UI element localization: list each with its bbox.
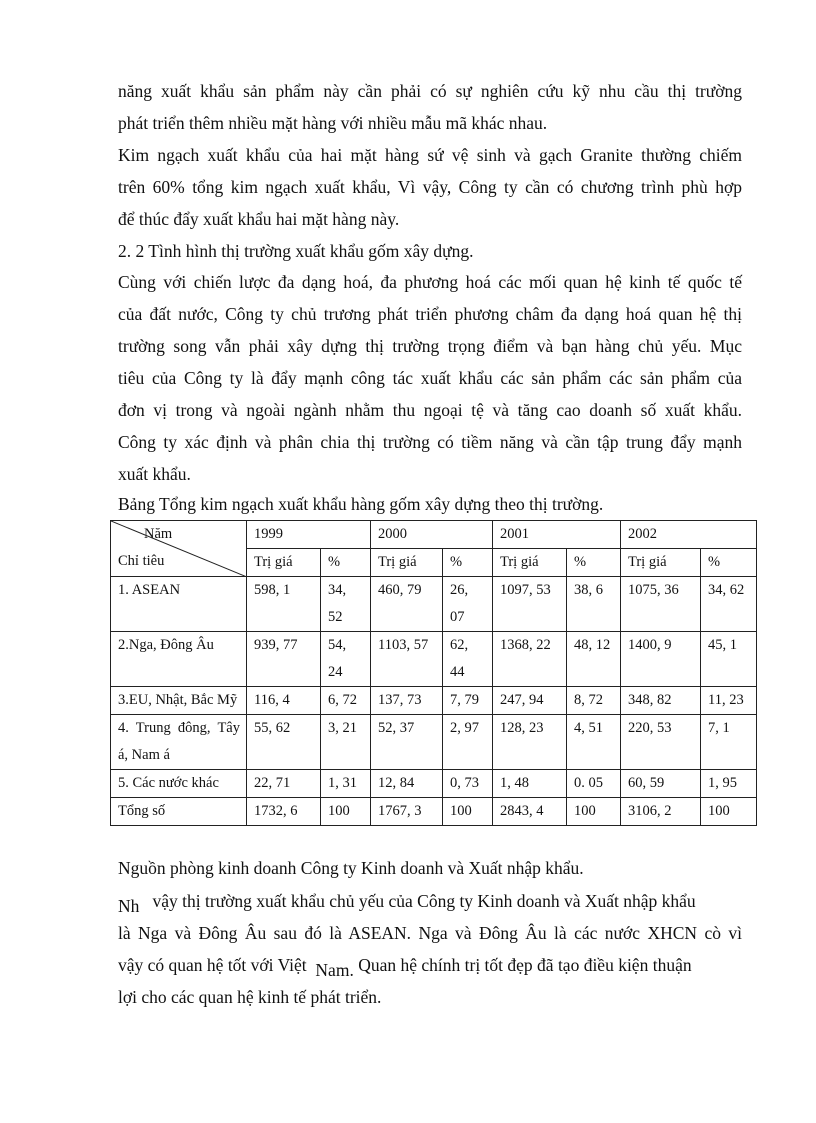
text-line [118, 891, 742, 916]
row-label: 4. Trung đông, Tây á, Nam á [111, 715, 247, 770]
pct-cell: 3, 21 [321, 715, 371, 770]
text-line: để thúc đẩy xuất khẩu hai mặt hàng này. [118, 209, 400, 229]
pct-cell: 11, 23 [701, 687, 757, 715]
pct-cell: 38, 6 [567, 577, 621, 632]
value-cell: 3106, 2 [621, 798, 701, 826]
text-line: Công ty xác định và phân chia thị trường có tiềm năng và cần tập trung đẩy mạnh [118, 432, 742, 452]
table-body [111, 577, 757, 826]
text-line: của đất nước, Công ty chủ trương phát triển phương châm đa dạng hoá quan hệ thị [118, 304, 742, 324]
row-label: 3.EU, Nhật, Bắc Mỹ [111, 687, 247, 715]
value-cell: 22, 71 [247, 770, 321, 798]
text-fragment: vậy có quan hệ tốt với Việt [118, 955, 307, 975]
table-row [111, 687, 757, 715]
source-note: Nguồn phòng kinh doanh Công ty Kinh doanh và Xuất nhập khẩu. [118, 858, 584, 878]
pct-col-header: % [321, 549, 371, 577]
pct-cell: 100 [443, 798, 493, 826]
pct-cell: 4, 51 [567, 715, 621, 770]
pct-cell: 0, 73 [443, 770, 493, 798]
value-col-header: Trị giá [247, 549, 321, 577]
value-cell: 939, 77 [247, 632, 321, 687]
value-cell: 1075, 36 [621, 577, 701, 632]
value-cell: 12, 84 [371, 770, 443, 798]
pct-cell: 0. 05 [567, 770, 621, 798]
value-cell: 1767, 3 [371, 798, 443, 826]
pct-col-header: % [701, 549, 757, 577]
text-line: xuất khẩu. [118, 464, 191, 484]
pct-cell: 7, 79 [443, 687, 493, 715]
text-line [118, 955, 742, 980]
table-row [111, 632, 757, 687]
row-label: 1. ASEAN [111, 577, 247, 632]
pct-cell: 6, 72 [321, 687, 371, 715]
section-heading: 2. 2 Tình hình thị trường xuất khẩu gốm xây dựng. [118, 241, 474, 261]
table-row [111, 798, 757, 826]
value-col-header: Trị giá [493, 549, 567, 577]
pct-cell: 7, 1 [701, 715, 757, 770]
value-cell: 116, 4 [247, 687, 321, 715]
value-cell: 2843, 4 [493, 798, 567, 826]
text-line: đơn vị trong và ngoài ngành nhằm thu ngoại tệ và tăng cao doanh số xuất khẩu. [118, 400, 742, 420]
value-cell: 137, 73 [371, 687, 443, 715]
pct-cell: 34, 52 [321, 577, 371, 632]
value-cell: 55, 62 [247, 715, 321, 770]
pct-col-header: % [567, 549, 621, 577]
value-cell: 1400, 9 [621, 632, 701, 687]
text-line: trên 60% tổng kim ngạch xuất khẩu, Vì vậy, Công ty cần có chương trình phù hợp [118, 177, 742, 197]
pct-cell: 2, 97 [443, 715, 493, 770]
year-header: 1999 [247, 521, 371, 549]
pct-cell: 34, 62 [701, 577, 757, 632]
table-row [111, 715, 757, 770]
value-cell: 52, 37 [371, 715, 443, 770]
text-line: năng xuất khẩu sản phẩm này cần phải có sự nghiên cứu kỹ nhu cầu thị trường [118, 81, 742, 101]
text-line: tiêu của Công ty là đẩy mạnh công tác xuất khẩu các sản phẩm các sản phẩm của [118, 368, 742, 388]
value-cell: 1, 48 [493, 770, 567, 798]
value-cell: 460, 79 [371, 577, 443, 632]
row-label: Tổng số [111, 798, 247, 826]
pct-cell: 100 [567, 798, 621, 826]
pct-cell: 1, 95 [701, 770, 757, 798]
text-line: lợi cho các quan hệ kinh tế phát triển. [118, 987, 382, 1007]
table-corner-cell [111, 521, 247, 577]
table-row [111, 770, 757, 798]
value-cell: 1368, 22 [493, 632, 567, 687]
year-header: 2000 [371, 521, 493, 549]
value-cell: 598, 1 [247, 577, 321, 632]
text-fragment: Nh [118, 896, 140, 916]
table-row [111, 577, 757, 632]
row-label: 5. Các nước khác [111, 770, 247, 798]
table-header-row [111, 521, 757, 549]
pct-cell: 62, 44 [443, 632, 493, 687]
pct-col-header: % [443, 549, 493, 577]
year-header: 2001 [493, 521, 621, 549]
value-cell: 1103, 57 [371, 632, 443, 687]
text-fragment: vậy thị trường xuất khẩu chủ yếu của Công ty Kinh doanh và Xuất nhập khẩu [152, 891, 696, 911]
text-line: Kim ngạch xuất khẩu của hai mặt hàng sứ vệ sinh và gạch Granite thường chiếm [118, 145, 742, 165]
value-cell: 1097, 53 [493, 577, 567, 632]
pct-cell: 1, 31 [321, 770, 371, 798]
corner-year-label: Năm [144, 526, 173, 542]
value-cell: 348, 82 [621, 687, 701, 715]
text-fragment: Nam. [315, 960, 354, 980]
value-cell: 247, 94 [493, 687, 567, 715]
value-cell: 220, 53 [621, 715, 701, 770]
corner-indicator-label: Chỉ tiêu [118, 553, 165, 569]
text-line: trường song vẫn phải xây dựng thị trường trọng điểm và bạn hàng chủ yếu. Mục [118, 336, 742, 356]
pct-cell: 26, 07 [443, 577, 493, 632]
value-col-header: Trị giá [371, 549, 443, 577]
text-line: phát triển thêm nhiều mặt hàng với nhiều mẫu mã khác nhau. [118, 113, 548, 133]
text-fragment: Quan hệ chính trị tốt đẹp đã tạo điều kiện thuận [358, 955, 692, 975]
pct-cell: 54, 24 [321, 632, 371, 687]
pct-cell: 100 [701, 798, 757, 826]
pct-cell: 8, 72 [567, 687, 621, 715]
value-cell: 1732, 6 [247, 798, 321, 826]
pct-cell: 45, 1 [701, 632, 757, 687]
text-line: là Nga và Đông Âu sau đó là ASEAN. Nga và Đông Âu là các nước XHCN cò vì [118, 923, 742, 943]
pct-cell: 100 [321, 798, 371, 826]
year-header: 2002 [621, 521, 757, 549]
table-caption: Bảng Tổng kim ngạch xuất khẩu hàng gốm xây dựng theo thị trường. [118, 494, 604, 514]
export-table [110, 520, 757, 826]
value-cell: 128, 23 [493, 715, 567, 770]
value-col-header: Trị giá [621, 549, 701, 577]
diagonal-line [111, 521, 247, 577]
value-cell: 60, 59 [621, 770, 701, 798]
text-line: Cùng với chiến lược đa dạng hoá, đa phương hoá các mối quan hệ kinh tế quốc tế [118, 272, 742, 292]
row-label: 2.Nga, Đông Âu [111, 632, 247, 687]
pct-cell: 48, 12 [567, 632, 621, 687]
